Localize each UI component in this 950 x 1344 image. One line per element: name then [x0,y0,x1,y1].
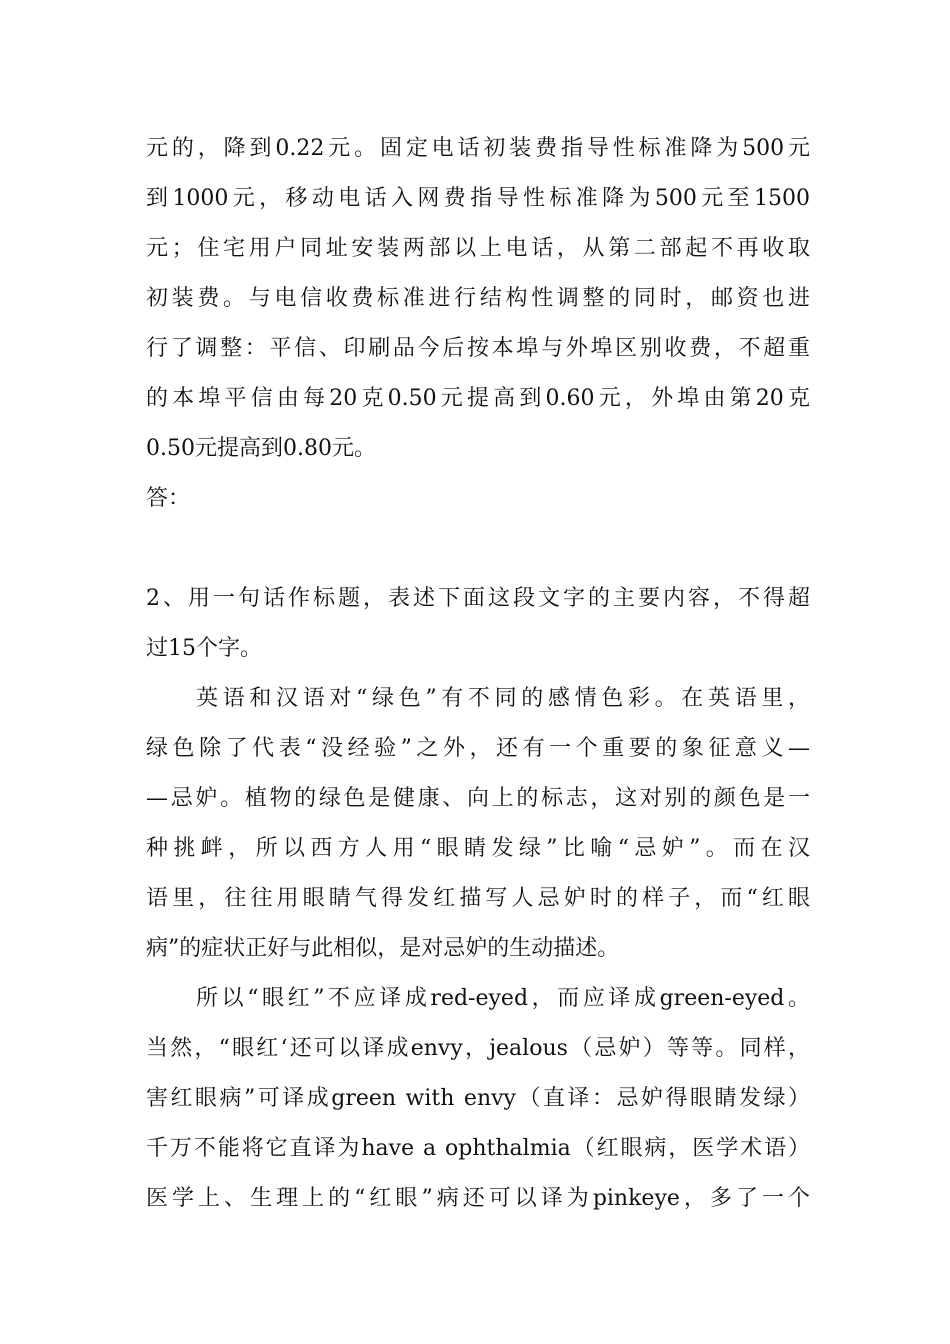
question-2-line: 2、用一句话作标题，表述下面这段文字的主要内容，不得超 [146,586,810,611]
passage-line: 种挑衅，所以西方人用“眼睛发绿”比喻“忌妒”。而在汉 [146,836,810,861]
text-line: 初装费。与电信收费标准进行结构性调整的同时，邮资也进 [146,286,810,311]
passage-line: 所以“眼红”不应译成red-eyed，而应译成green-eyed。 [196,986,810,1011]
passage-line: 当然，“眼红‘还可以译成envy，jealous（忌妒）等等。同样， [146,1036,810,1061]
question-2-line: 过15个字。 [146,636,262,661]
passage-line: 语里，往往用眼睛气得发红描写人忌妒时的样子，而“红眼 [146,886,810,911]
text-line: 0.50元提高到0.80元。 [146,436,376,461]
passage-line: 医学上、生理上的“红眼”病还可以译为pinkeye，多了一个 [146,1186,810,1211]
text-line: 行了调整：平信、印刷品今后按本埠与外埠区别收费，不超重 [146,336,810,361]
blank-line [146,524,810,574]
passage-line: 病”的症状正好与此相似，是对忌妒的生动描述。 [146,936,620,961]
passage-line: 害红眼病”可译成green with envy（直译：忌妒得眼睛发绿） [146,1086,810,1111]
text-line: 的本埠平信由每20克0.50元提高到0.60元，外埠由第20克 [146,386,810,411]
answer-label: 答： [146,486,191,511]
passage-line: —忌妒。植物的绿色是健康、向上的标志，这对别的颜色是一 [146,786,810,811]
text-line: 元；住宅用户同址安装两部以上电话，从第二部起不再收取 [146,236,810,261]
passage-line: 千万不能将它直译为have a ophthalmia（红眼病，医学术语） [146,1136,810,1161]
text-line: 到1000元，移动电话入网费指导性标准降为500元至1500 [146,186,810,211]
text-line: 元的，降到0.22元。固定电话初装费指导性标准降为500元 [146,136,810,161]
passage-line: 绿色除了代表“没经验”之外，还有一个重要的象征意义— [146,736,810,761]
passage-line: 英语和汉语对“绿色”有不同的感情色彩。在英语里， [196,686,810,711]
document-body [146,124,810,1224]
